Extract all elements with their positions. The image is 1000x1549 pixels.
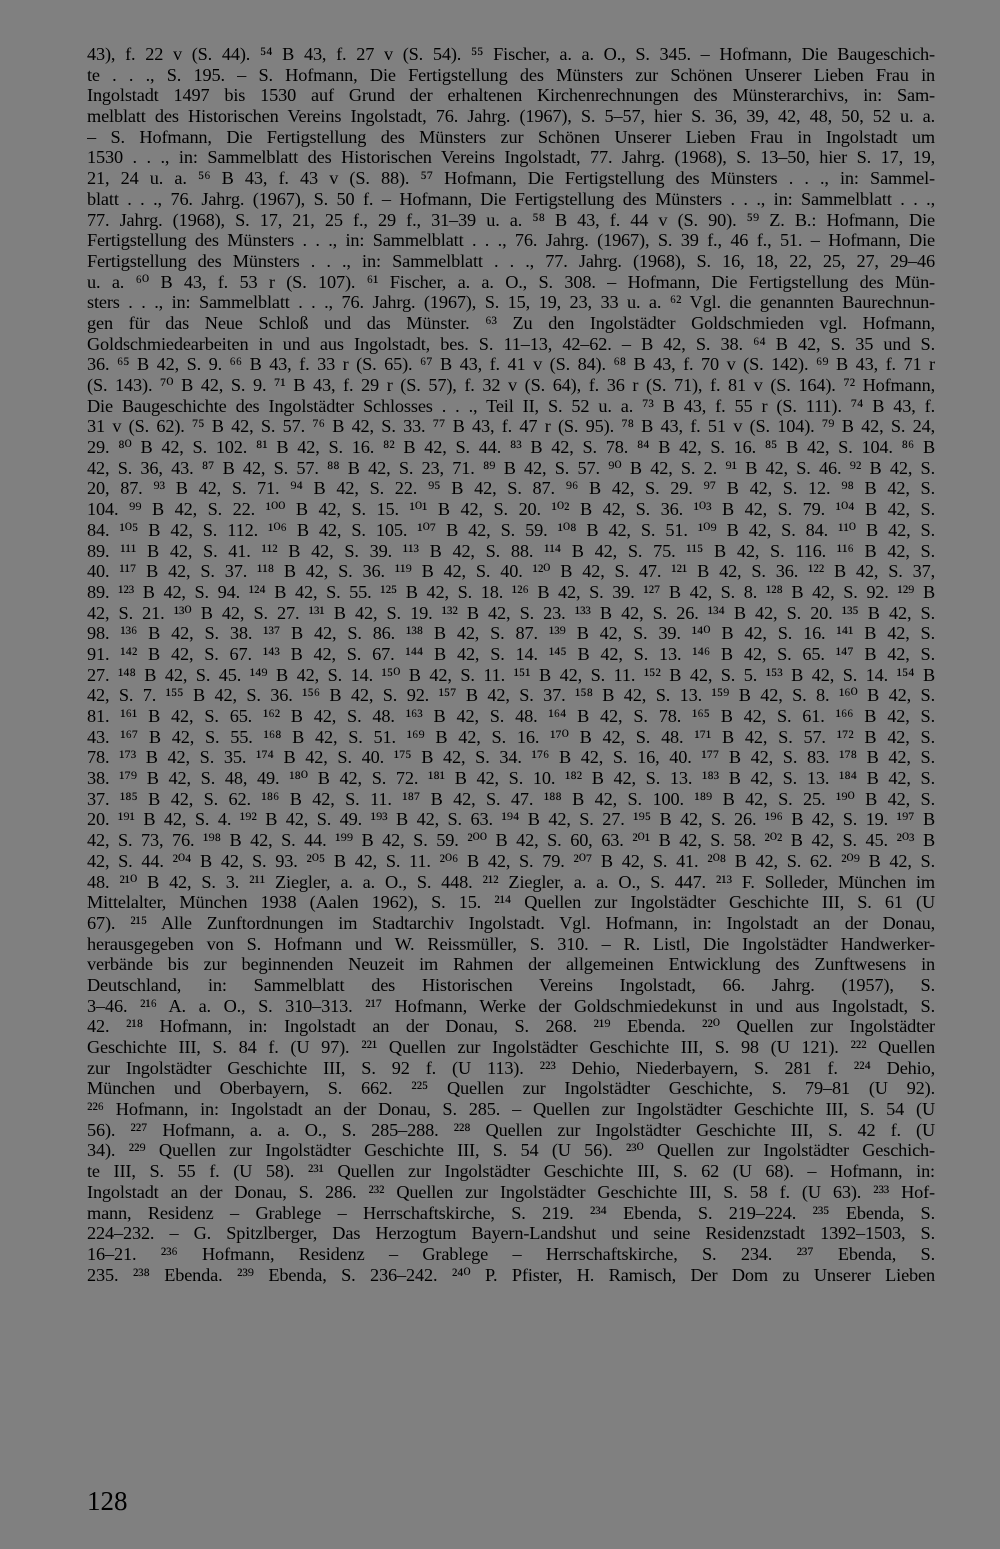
footnote-line: 1530 . . ., in: Sammelblatt des Historischen Vereins Ingolstadt, 77. Jahrg. (1968), S. 13–50, hier S. 17, 19, <box>87 147 935 168</box>
footnote-line: 42. ²¹⁸ Hofmann, in: Ingolstadt an der Donau, S. 268. ²¹⁹ Ebenda. ²²⁰ Quellen zur Ingolstädter <box>87 1016 935 1037</box>
footnote-line: Fertigstellung des Münsters . . ., in: Sammelblatt . . ., 76. Jahrg. (1967), S. 39 f., 46 f., 51. – Hofmann, Die <box>87 230 935 251</box>
footnote-line: 77. Jahrg. (1968), S. 17, 21, 25 f., 29 f., 31–39 u. a. ⁵⁸ B 43, f. 44 v (S. 90). ⁵⁹ Z. B.: Hofmann, Die <box>87 209 935 230</box>
footnote-line: sters . . ., in: Sammelblatt . . ., 76. Jahrg. (1967), S. 15, 19, 23, 33 u. a. ⁶² Vgl. die genannten Baurechnun- <box>87 292 935 313</box>
footnote-line: 34). ²²⁹ Quellen zur Ingolstädter Geschichte III, S. 54 (U 56). ²³⁰ Quellen zur Ingolstädter Geschich- <box>87 1140 935 1161</box>
footnote-line: melblatt des Historischen Vereins Ingolstadt, 76. Jahrg. (1967), S. 5–57, hier S. 36, 39, 42, 48, 50, 52 u. a. <box>87 106 935 127</box>
footnote-line: 3–46. ²¹⁶ A. a. O., S. 310–313. ²¹⁷ Hofmann, Werke der Goldschmiedekunst in und aus Ingolstadt, S. <box>87 995 935 1016</box>
footnote-line: 29. ⁸⁰ B 42, S. 102. ⁸¹ B 42, S. 16. ⁸² B 42, S. 44. ⁸³ B 42, S. 78. ⁸⁴ B 42, S. 16. ⁸⁵ B 42, S. 104. ⁸⁶ B <box>87 437 935 458</box>
footnote-line: Geschichte III, S. 84 f. (U 97). ²²¹ Quellen zur Ingolstädter Geschichte III, S. 98 (U 121). ²²² Quellen <box>87 1037 935 1057</box>
footnote-line: 43. ¹⁶⁷ B 42, S. 55. ¹⁶⁸ B 42, S. 51. ¹⁶⁹ B 42, S. 16. ¹⁷⁰ B 42, S. 48. ¹⁷¹ B 42, S. 57. ¹⁷² B 42, S. <box>87 726 935 747</box>
footnote-line: (S. 143). ⁷⁰ B 42, S. 9. ⁷¹ B 43, f. 29 r (S. 57), f. 32 v (S. 64), f. 36 r (S. 71), f. 81 v (S. 164). ⁷² Hofmann, <box>87 375 935 395</box>
footnote-line: 40. ¹¹⁷ B 42, S. 37. ¹¹⁸ B 42, S. 36. ¹¹⁹ B 42, S. 40. ¹²⁰ B 42, S. 47. ¹²¹ B 42, S. 36. ¹²² B 42, S. 37, <box>87 561 935 582</box>
footnote-line: 104. ⁹⁹ B 42, S. 22. ¹⁰⁰ B 42, S. 15. ¹⁰¹ B 42, S. 20. ¹⁰² B 42, S. 36. ¹⁰³ B 42, S. 79. ¹⁰⁴ B 42, S. <box>87 499 935 520</box>
footnote-line: 42, S. 73, 76. ¹⁹⁸ B 42, S. 44. ¹⁹⁹ B 42, S. 59. ²⁰⁰ B 42, S. 60, 63. ²⁰¹ B 42, S. 58. ²⁰² B 42, S. 45. ²⁰³ B <box>87 830 935 851</box>
footnote-line: Ingolstadt 1497 bis 1530 auf Grund der erhaltenen Kirchenrechnungen des Münsterarchivs, in: Sam- <box>87 85 935 106</box>
footnote-line: herausgegeben von S. Hofmann und W. Reissmüller, S. 310. – R. Listl, Die Ingolstädter Handwerker- <box>87 933 935 954</box>
footnote-line: blatt . . ., 76. Jahrg. (1967), S. 50 f. – Hofmann, Die Fertigstellung des Münsters . . ., in: Sammelblatt . . ., <box>87 188 935 209</box>
footnote-line: ²²⁶ Hofmann, in: Ingolstadt an der Donau, S. 285. – Quellen zur Ingolstädter Geschichte III, S. 54 (U <box>87 1099 935 1120</box>
footnote-line: München und Oberbayern, S. 662. ²²⁵ Quellen zur Ingolstädter Geschichte, S. 79–81 (U 92). <box>87 1078 935 1099</box>
footnote-line: 48. ²¹⁰ B 42, S. 3. ²¹¹ Ziegler, a. a. O., S. 448. ²¹² Ziegler, a. a. O., S. 447. ²¹³ F. Solleder, München im <box>87 871 935 892</box>
footnote-line: 42, S. 44. ²⁰⁴ B 42, S. 93. ²⁰⁵ B 42, S. 11. ²⁰⁶ B 42, S. 79. ²⁰⁷ B 42, S. 41. ²⁰⁸ B 42, S. 62. ²⁰⁹ B 42, S. <box>87 850 935 871</box>
footnote-line: Mittelalter, München 1938 (Aalen 1962), S. 15. ²¹⁴ Quellen zur Ingolstädter Geschichte III, S. 61 (U <box>87 892 935 913</box>
footnote-line: 42, S. 36, 43. ⁸⁷ B 42, S. 57. ⁸⁸ B 42, S. 23, 71. ⁸⁹ B 42, S. 57. ⁹⁰ B 42, S. 2. ⁹¹ B 42, S. 46. ⁹² B 42, S. <box>87 457 935 478</box>
footnote-line: u. a. ⁶⁰ B 43, f. 53 r (S. 107). ⁶¹ Fischer, a. a. O., S. 308. – Hofmann, Die Fertigstellung des Mün- <box>87 271 935 292</box>
footnotes-block <box>87 44 935 1285</box>
footnote-line: Fertigstellung des Münsters . . ., in: Sammelblatt . . ., 77. Jahrg. (1968), S. 16, 18, 22, 25, 27, 29–46 <box>87 250 935 271</box>
footnote-line: 20. ¹⁹¹ B 42, S. 4. ¹⁹² B 42, S. 49. ¹⁹³ B 42, S. 63. ¹⁹⁴ B 42, S. 27. ¹⁹⁵ B 42, S. 26. ¹⁹⁶ B 42, S. 19. ¹⁹⁷ B <box>87 809 935 830</box>
page-number: 128 <box>87 1486 128 1516</box>
footnote-line: Die Baugeschichte des Ingolstädter Schlosses . . ., Teil II, S. 52 u. a. ⁷³ B 43, f. 55 r (S. 111). ⁷⁴ B 43, f. <box>87 395 935 416</box>
footnote-line: Deutschland, in: Sammelblatt des Historischen Vereins Ingolstadt, 66. Jahrg. (1957), S. <box>87 974 935 995</box>
footnote-line: 84. ¹⁰⁵ B 42, S. 112. ¹⁰⁶ B 42, S. 105. ¹⁰⁷ B 42, S. 59. ¹⁰⁸ B 42, S. 51. ¹⁰⁹ B 42, S. 84. ¹¹⁰ B 42, S. <box>87 519 935 540</box>
footnote-line: 16–21. ²³⁶ Hofmann, Residenz – Grablege – Herrschaftskirche, S. 234. ²³⁷ Ebenda, S. <box>87 1243 935 1264</box>
footnote-line: 31 v (S. 62). ⁷⁵ B 42, S. 57. ⁷⁶ B 42, S. 33. ⁷⁷ B 43, f. 47 r (S. 95). ⁷⁸ B 43, f. 51 v (S. 104). ⁷⁹ B 42, S. 24, <box>87 416 935 437</box>
footnote-line: 224–232. – G. Spitzlberger, Das Herzogtum Bayern-Landshut und seine Residenzstadt 1392–1503, S. <box>87 1223 935 1244</box>
footnote-line: 42, S. 21. ¹³⁰ B 42, S. 27. ¹³¹ B 42, S. 19. ¹³² B 42, S. 23. ¹³³ B 42, S. 26. ¹³⁴ B 42, S. 20. ¹³⁵ B 42, S. <box>87 602 935 623</box>
footnote-line: 56). ²²⁷ Hofmann, a. a. O., S. 285–288. ²²⁸ Quellen zur Ingolstädter Geschichte III, S. 42 f. (U <box>87 1119 935 1140</box>
footnote-line: – S. Hofmann, Die Fertigstellung des Münsters zur Schönen Unserer Lieben Frau in Ingolstadt um <box>87 126 935 147</box>
footnote-line: 27. ¹⁴⁸ B 42, S. 45. ¹⁴⁹ B 42, S. 14. ¹⁵⁰ B 42, S. 11. ¹⁵¹ B 42, S. 11. ¹⁵² B 42, S. 5. ¹⁵³ B 42, S. 14. ¹⁵⁴ B <box>87 664 935 685</box>
footnote-line: zur Ingolstädter Geschichte III, S. 92 f. (U 113). ²²³ Dehio, Niederbayern, S. 281 f. ²²⁴ Dehio, <box>87 1057 935 1078</box>
footnote-line: 91. ¹⁴² B 42, S. 67. ¹⁴³ B 42, S. 67. ¹⁴⁴ B 42, S. 14. ¹⁴⁵ B 42, S. 13. ¹⁴⁶ B 42, S. 65. ¹⁴⁷ B 42, S. <box>87 643 935 664</box>
footnote-line: Goldschmiedearbeiten in und aus Ingolstadt, bes. S. 11–13, 42–62. – B 42, S. 38. ⁶⁴ B 42, S. 35 und S. <box>87 333 935 354</box>
footnote-line: te . . ., S. 195. – S. Hofmann, Die Fertigstellung des Münsters zur Schönen Unserer Lieben Frau in <box>87 64 935 85</box>
footnote-line: 235. ²³⁸ Ebenda. ²³⁹ Ebenda, S. 236–242. ²⁴⁰ P. Pfister, H. Ramisch, Der Dom zu Unserer Lieben <box>87 1264 935 1285</box>
footnote-line: 20, 87. ⁹³ B 42, S. 71. ⁹⁴ B 42, S. 22. ⁹⁵ B 42, S. 87. ⁹⁶ B 42, S. 29. ⁹⁷ B 42, S. 12. ⁹⁸ B 42, S. <box>87 478 935 499</box>
footnote-line: 42, S. 7. ¹⁵⁵ B 42, S. 36. ¹⁵⁶ B 42, S. 92. ¹⁵⁷ B 42, S. 37. ¹⁵⁸ B 42, S. 13. ¹⁵⁹ B 42, S. 8. ¹⁶⁰ B 42, S. <box>87 685 935 706</box>
footnote-line: gen für das Neue Schloß und das Münster. ⁶³ Zu den Ingolstädter Goldschmieden vgl. Hofmann, <box>87 312 935 333</box>
footnote-line: 38. ¹⁷⁹ B 42, S. 48, 49. ¹⁸⁰ B 42, S. 72. ¹⁸¹ B 42, S. 10. ¹⁸² B 42, S. 13. ¹⁸³ B 42, S. 13. ¹⁸⁴ B 42, S. <box>87 768 935 789</box>
footnote-line: mann, Residenz – Grablege – Herrschaftskirche, S. 219. ²³⁴ Ebenda, S. 219–224. ²³⁵ Ebenda, S. <box>87 1202 935 1223</box>
footnote-line: Ingolstadt an der Donau, S. 286. ²³² Quellen zur Ingolstädter Geschichte III, S. 58 f. (U 63). ²³³ Hof- <box>87 1181 935 1202</box>
footnote-line: 36. ⁶⁵ B 42, S. 9. ⁶⁶ B 43, f. 33 r (S. 65). ⁶⁷ B 43, f. 41 v (S. 84). ⁶⁸ B 43, f. 70 v (S. 142). ⁶⁹ B 43, f. 71 r <box>87 354 935 375</box>
footnote-line: 43), f. 22 v (S. 44). ⁵⁴ B 43, f. 27 v (S. 54). ⁵⁵ Fischer, a. a. O., S. 345. – Hofmann, Die Baugeschich- <box>87 44 935 64</box>
footnote-line: 89. ¹²³ B 42, S. 94. ¹²⁴ B 42, S. 55. ¹²⁵ B 42, S. 18. ¹²⁶ B 42, S. 39. ¹²⁷ B 42, S. 8. ¹²⁸ B 42, S. 92. ¹²⁹ B <box>87 581 935 602</box>
footnote-line: 89. ¹¹¹ B 42, S. 41. ¹¹² B 42, S. 39. ¹¹³ B 42, S. 88. ¹¹⁴ B 42, S. 75. ¹¹⁵ B 42, S. 116. ¹¹⁶ B 42, S. <box>87 540 935 561</box>
footnote-line: 98. ¹³⁶ B 42, S. 38. ¹³⁷ B 42, S. 86. ¹³⁸ B 42, S. 87. ¹³⁹ B 42, S. 39. ¹⁴⁰ B 42, S. 16. ¹⁴¹ B 42, S. <box>87 623 935 644</box>
footnote-line: 78. ¹⁷³ B 42, S. 35. ¹⁷⁴ B 42, S. 40. ¹⁷⁵ B 42, S. 34. ¹⁷⁶ B 42, S. 16, 40. ¹⁷⁷ B 42, S. 83. ¹⁷⁸ B 42, S. <box>87 747 935 768</box>
footnote-line: 37. ¹⁸⁵ B 42, S. 62. ¹⁸⁶ B 42, S. 11. ¹⁸⁷ B 42, S. 47. ¹⁸⁸ B 42, S. 100. ¹⁸⁹ B 42, S. 25. ¹⁹⁰ B 42, S. <box>87 788 935 809</box>
footnote-line: 21, 24 u. a. ⁵⁶ B 43, f. 43 v (S. 88). ⁵⁷ Hofmann, Die Fertigstellung des Münsters . . ., in: Sammel- <box>87 168 935 189</box>
footnote-line: 67). ²¹⁵ Alle Zunftordnungen im Stadtarchiv Ingolstadt. Vgl. Hofmann, in: Ingolstadt an der Donau, <box>87 912 935 933</box>
footnote-line: te III, S. 55 f. (U 58). ²³¹ Quellen zur Ingolstädter Geschichte III, S. 62 (U 68). – Hofmann, in: <box>87 1161 935 1182</box>
footnote-line: 81. ¹⁶¹ B 42, S. 65. ¹⁶² B 42, S. 48. ¹⁶³ B 42, S. 48. ¹⁶⁴ B 42, S. 78. ¹⁶⁵ B 42, S. 61. ¹⁶⁶ B 42, S. <box>87 706 935 726</box>
footnote-line: verbände bis zur beginnenden Neuzeit im Rahmen der allgemeinen Entwicklung des Zunftwesens in <box>87 954 935 975</box>
